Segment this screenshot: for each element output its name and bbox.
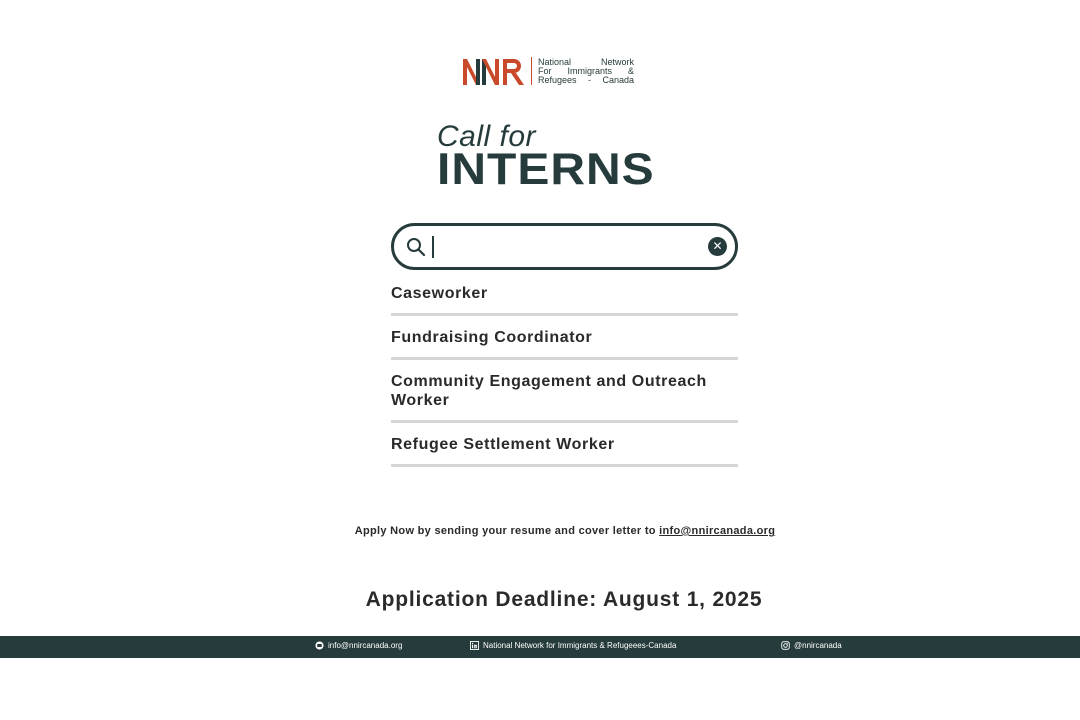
- linkedin-icon: [470, 641, 479, 650]
- search-input[interactable]: [391, 223, 738, 270]
- apply-text: Apply Now by sending your resume and cover letter to: [354, 525, 656, 537]
- clear-icon[interactable]: ✕: [708, 237, 727, 256]
- apply-email-link[interactable]: info@nnircanada.org: [659, 525, 776, 537]
- text-caret: [432, 236, 434, 258]
- apply-instructions: [0, 525, 1080, 537]
- list-item[interactable]: Caseworker: [391, 280, 738, 316]
- nnr-logo-mark-icon: [462, 56, 526, 86]
- instagram-icon: [781, 641, 790, 650]
- list-item[interactable]: Fundraising Coordinator: [391, 324, 738, 360]
- list-item[interactable]: Refugee Settlement Worker: [391, 431, 738, 467]
- heading-call-for: Call for: [437, 120, 537, 153]
- footer-linkedin[interactable]: National Network for Immigrants & Refugeees-Canada: [470, 641, 676, 650]
- logo-text: National Network For Immigrants & Refugees - Canada: [538, 56, 634, 85]
- search-results-list: [391, 280, 738, 475]
- heading-interns: INTERNS: [437, 145, 655, 194]
- email-icon: [315, 641, 324, 650]
- search-icon: [406, 237, 426, 257]
- brand-logo: [462, 56, 634, 86]
- footer-instagram[interactable]: @nnircanada: [781, 641, 842, 650]
- logo-divider: [531, 57, 532, 85]
- list-item[interactable]: Community Engagement and Outreach Worker: [391, 368, 738, 423]
- application-deadline: Application Deadline: August 1, 2025: [365, 588, 763, 611]
- footer-email[interactable]: info@nnircanada.org: [315, 641, 402, 650]
- footer-bar: [0, 636, 1080, 658]
